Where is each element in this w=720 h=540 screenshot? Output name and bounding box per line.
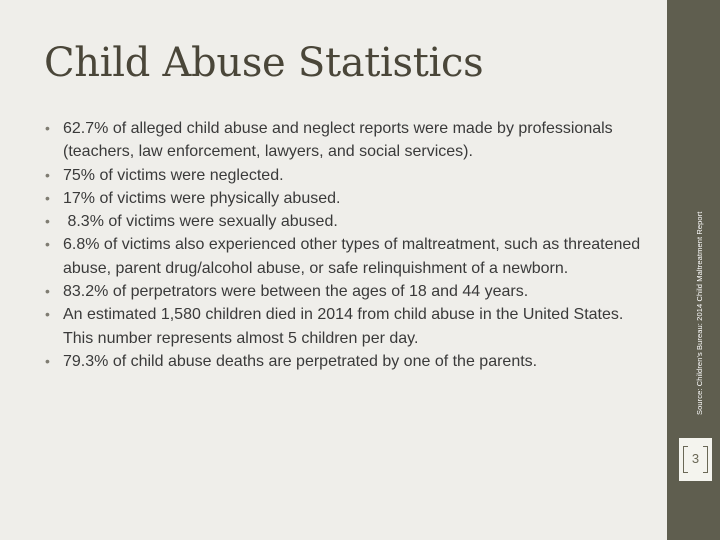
bullet-glyph: • xyxy=(45,189,50,206)
bullet-list xyxy=(44,117,654,373)
bullet-glyph: • xyxy=(45,213,50,230)
bullet-glyph: • xyxy=(45,120,50,136)
page-number-box xyxy=(679,438,712,481)
page-number: 3 xyxy=(691,451,700,466)
list-item-text: 79.3% of child abuse deaths are perpetrated by one of the parents. xyxy=(63,352,538,370)
list-item-text: 62.7% of alleged child abuse and neglect reports were made by professionals (teachers, law enforcement, lawyers, and social services). xyxy=(63,120,613,161)
list-item-text: 6.8% of victims also experienced other types of maltreatment, such as threatened abuse, parent drug/alcohol abuse, or safe relinquishment of a newborn. xyxy=(63,236,641,277)
source-citation: Source: Children's Bureau: 2014 Child Maltreatment Report xyxy=(695,211,704,415)
list-item xyxy=(44,350,654,373)
bullet-glyph: • xyxy=(45,352,50,369)
bullet-glyph: • xyxy=(45,306,50,323)
list-item xyxy=(44,233,654,280)
list-item-text: 17% of victims were physically abused. xyxy=(63,189,341,207)
list-item-text: 75% of victims were neglected. xyxy=(63,166,284,184)
list-item-text: 83.2% of perpetrators were between the ages of 18 and 44 years. xyxy=(63,283,529,301)
list-item-text: 8.3% of victims were sexually abused. xyxy=(63,213,338,231)
list-item xyxy=(44,210,654,233)
bullet-glyph: • xyxy=(45,166,50,183)
list-item xyxy=(44,117,654,164)
list-item xyxy=(44,303,654,350)
bullet-glyph: • xyxy=(45,283,50,300)
list-item xyxy=(44,164,654,187)
list-item-text: An estimated 1,580 children died in 2014 from child abuse in the United States. This number represents almost 5 children per day. xyxy=(63,306,624,347)
list-item xyxy=(44,187,654,210)
slide-title: Child Abuse Statistics xyxy=(44,40,484,86)
list-item xyxy=(44,280,654,303)
bullet-glyph: • xyxy=(45,236,50,253)
